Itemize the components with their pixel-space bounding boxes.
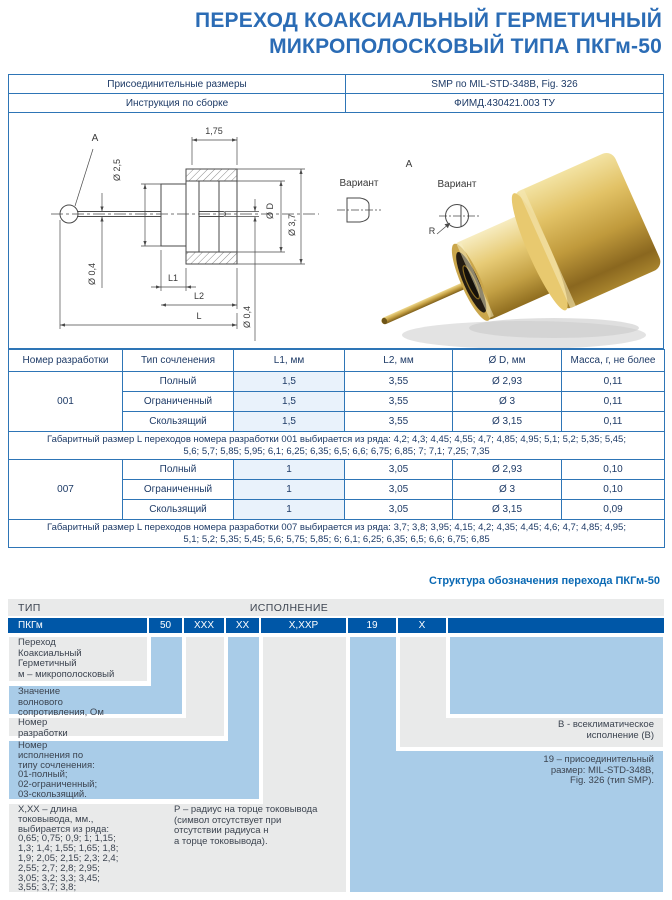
cell: Ø 2,93	[453, 460, 562, 480]
legend-radius: Р – радиус на торце токовывода (символ отсутствует при отсутствии радиуса н а торце токовывода).	[174, 804, 318, 847]
info-value: SMP по MIL-STD-348B, Fig. 326	[346, 75, 664, 94]
legend-impedance: Значение волнового сопротивления, Ом	[18, 686, 104, 718]
cell: 3,05	[345, 500, 453, 520]
col-header: L1, мм	[234, 350, 345, 372]
table-note-row	[9, 432, 665, 460]
dim-l2-label: L2	[193, 291, 204, 301]
cell: 1	[234, 480, 345, 500]
variant1-label: Вариант	[339, 178, 379, 189]
legend-dev-number: Номер разработки	[18, 717, 68, 739]
table-row	[9, 460, 665, 480]
cell: Ограниченный	[123, 480, 234, 500]
cell: Ограниченный	[123, 392, 234, 412]
dev-number-cell: 007	[9, 460, 123, 520]
size-note-007	[9, 520, 665, 548]
code-19: 19	[366, 620, 378, 631]
col-header: Номер разработки	[9, 350, 123, 372]
col-header: Масса, г, не более	[562, 350, 665, 372]
col-header: Тип сочленения	[123, 350, 234, 372]
note-line: 5,1; 5,2; 5,35; 5,45; 5,6; 5,75; 5,85; 6; 6,1; 6,25; 6,35; 6,5; 6,6; 6,75; 6,85	[183, 533, 490, 545]
cell: Ø 2,93	[453, 372, 562, 392]
cell: Скользящий	[123, 412, 234, 432]
dim-d04-left-label: Ø 0,4	[87, 263, 97, 286]
code-x: X	[418, 620, 426, 631]
col-header: L2, мм	[345, 350, 453, 372]
legend-climate: В - всеклиматическое исполнение (В)	[558, 719, 654, 741]
dim-view-a-label: A	[91, 133, 99, 144]
cell: 1	[234, 500, 345, 520]
code-xxx: XXX	[193, 620, 214, 631]
legend-type: Переход Коаксиальный Герметичный м – микрополосковый	[18, 637, 115, 680]
size-note-001	[9, 432, 665, 460]
cell: Полный	[123, 372, 234, 392]
cell: Ø 3,15	[453, 500, 562, 520]
view-a2-label: A	[405, 159, 413, 170]
table-row	[9, 372, 665, 392]
note-line: 5,6; 5,7; 5,85; 5,95; 6,1; 6,25; 6,35; 6,5; 6,6; 6,75; 6,85; 7; 7,1; 7,25; 7,35	[183, 445, 490, 457]
table-row	[9, 75, 664, 94]
info-value: ФИМД.430421.003 ТУ	[346, 94, 664, 113]
technical-drawing	[8, 112, 664, 349]
legend-conn-size: 19 – присоединительный размер: MIL-STD-348B, Fig. 326 (тип SMP).	[543, 754, 654, 786]
table-row	[9, 94, 664, 113]
page-title	[195, 8, 662, 60]
cell: 0,11	[562, 392, 665, 412]
cell: 1,5	[234, 372, 345, 392]
cell: Ø 3	[453, 392, 562, 412]
dim-l1-label: L1	[167, 273, 178, 283]
dim-d25-label: Ø 2,5	[112, 159, 122, 182]
structure-heading: Структура обозначения перехода ПКГм-50	[429, 575, 660, 587]
info-table	[8, 74, 664, 113]
cell: 3,55	[345, 392, 453, 412]
dim-l-label: L	[196, 311, 202, 321]
cell: 0,09	[562, 500, 665, 520]
cell: 3,55	[345, 372, 453, 392]
legend-coupling: Номер исполнения по типу сочленения: 01-полный; 02-ограниченный; 03-скользящий.	[18, 740, 98, 800]
page-title-line1: ПЕРЕХОД КОАКСИАЛЬНЫЙ ГЕРМЕТИЧНЫЙ	[195, 9, 662, 32]
note-line: Габаритный размер L переходов номера разработки 007 выбирается из ряда: 3,7; 3,8; 3,95; 4,15; 4,2; 4,35; 4,45; 4,6; 4,7; 4,85; 4,95;	[47, 521, 626, 533]
dim-d04-right-label: Ø 0,4	[242, 306, 252, 329]
type-header: ТИП	[18, 602, 41, 614]
cell: 0,10	[562, 480, 665, 500]
page-title-line2: МИКРОПОЛОСКОВЫЙ ТИПА ПКГм-50	[269, 35, 662, 58]
spec-table	[8, 349, 665, 548]
dim-dD-label: Ø D	[265, 203, 275, 220]
cell: Полный	[123, 460, 234, 480]
cell: 1,5	[234, 392, 345, 412]
cell: Скользящий	[123, 500, 234, 520]
cell: 1,5	[234, 412, 345, 432]
cell: 0,11	[562, 412, 665, 432]
cell: 3,55	[345, 412, 453, 432]
col-header: Ø D, мм	[453, 350, 562, 372]
dev-number-cell: 001	[9, 372, 123, 432]
note-line: Габаритный размер L переходов номера разработки 001 выбирается из ряда: 4,2; 4,3; 4,45; 4,55; 4,7; 4,85; 4,95; 5,1; 5,2; 5,35; 5,45;	[47, 433, 626, 445]
cell: Ø 3,15	[453, 412, 562, 432]
dim-175-label: 1,75	[205, 126, 223, 136]
variant2-label: Вариант	[437, 179, 477, 190]
legend-length: X,XX – длина токовывода, мм., выбирается из ряда: 0,65; 0,75; 0,9; 1; 1,15; 1,3; 1,4; 1,55; 1,65; 1,8; 1,9; 2,05; 2,15; 2,3; 2,4; 2,55; 2,7; 2,8; 2,95; 3,05; 3,2; 3,3; 3,45; 3,55; 3,7; 3,8;	[18, 804, 119, 894]
info-label: Инструкция по сборке	[9, 94, 346, 113]
connector-photo	[356, 150, 663, 348]
dim-d37-label: Ø 3,7	[287, 214, 297, 237]
cell: 3,05	[345, 480, 453, 500]
table-note-row	[9, 520, 665, 548]
code-xx: XX	[235, 620, 250, 631]
cell: 0,10	[562, 460, 665, 480]
code-xxxr: X,XXР	[288, 620, 319, 631]
cell: 0,11	[562, 372, 665, 392]
type-value: ПКГм	[18, 620, 43, 631]
cell: Ø 3	[453, 480, 562, 500]
cell: 3,05	[345, 460, 453, 480]
drawing-linework	[9, 113, 663, 348]
cell: 1	[234, 460, 345, 480]
radius-label: R	[428, 226, 436, 236]
table-header-row	[9, 350, 665, 372]
designation-structure	[0, 599, 672, 897]
execution-header: ИСПОЛНЕНИЕ	[249, 602, 329, 614]
code-50: 50	[159, 620, 172, 631]
info-label: Присоединительные размеры	[9, 75, 346, 94]
